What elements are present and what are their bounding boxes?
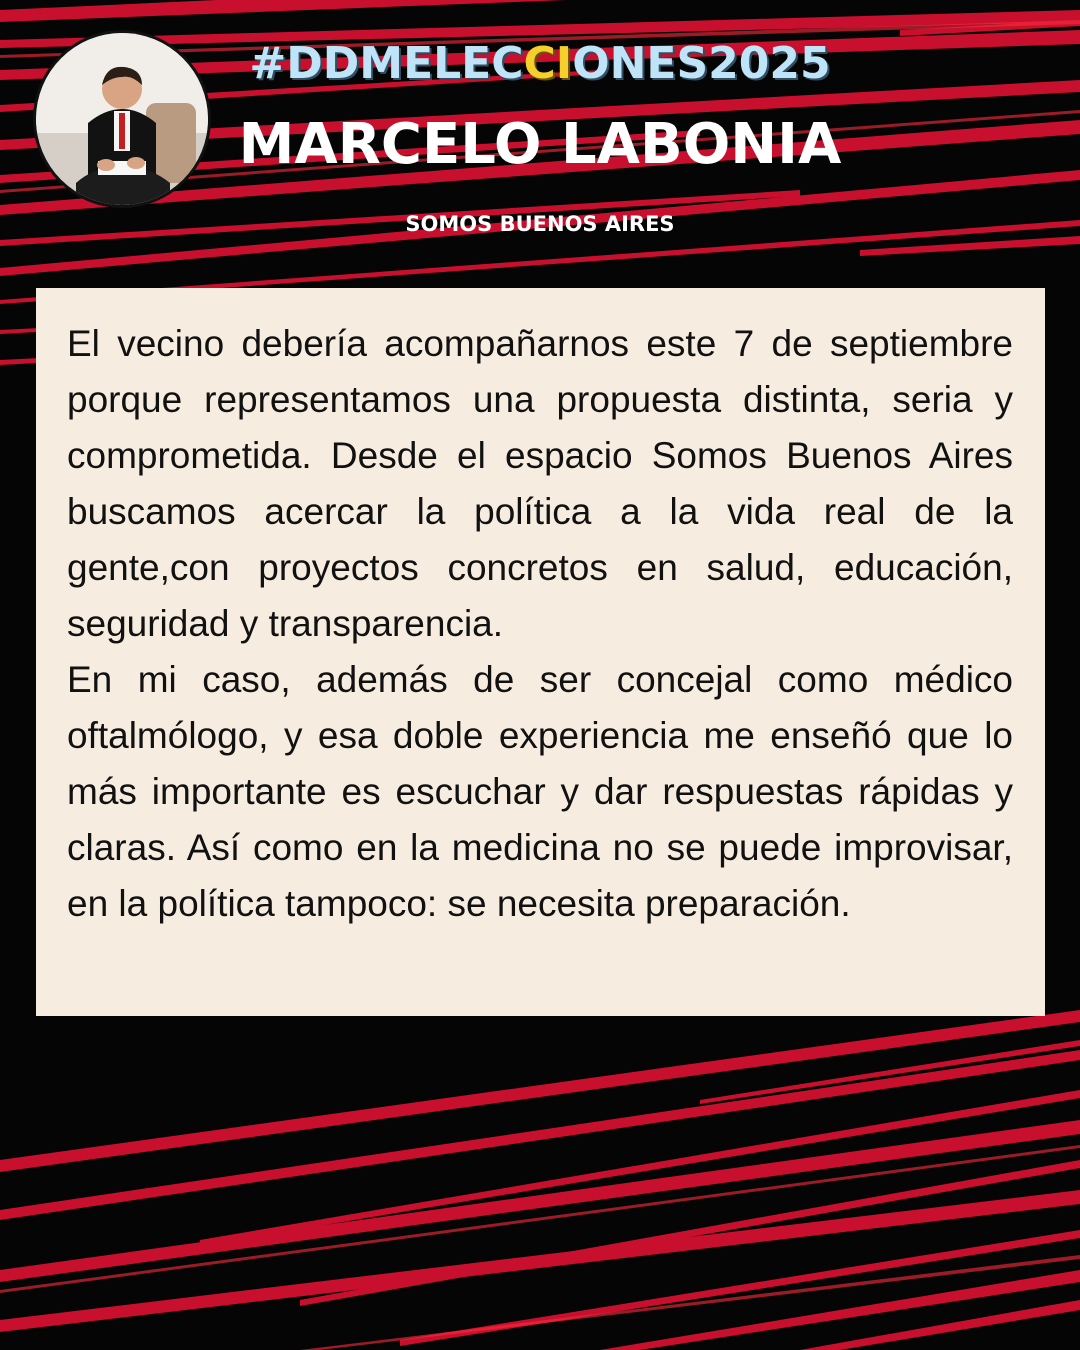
hashtag-text-end: ONES2025 — [572, 38, 831, 89]
hashtag-text-highlight: CI — [523, 38, 573, 89]
quote-box — [36, 288, 1045, 1016]
party-name: SOMOS BUENOS AIRES — [405, 212, 675, 236]
candidate-name: MARCELO LABONIA — [238, 112, 842, 177]
quote-paragraph-2: En mi caso, además de ser concejal como médico oftalmólogo, y esa doble experiencia me enseñó que lo más importante es escuchar y dar respuestas rápidas y claras. Así como en la medicina no se puede improvisar, en la política tampoco: se necesita preparación. — [67, 659, 1013, 924]
hashtag-text-start: #DDMELEC — [249, 38, 524, 89]
quote-paragraph-1: El vecino debería acompañarnos este 7 de septiembre porque representamos una propuesta distinta, seria y comprometida. Desde el espacio Somos Buenos Aires buscamos acercar la política a la vida real de la gente,con proyectos concretos en salud, educación, seguridad y transparencia. — [67, 323, 1013, 644]
campaign-hashtag — [0, 38, 1080, 89]
